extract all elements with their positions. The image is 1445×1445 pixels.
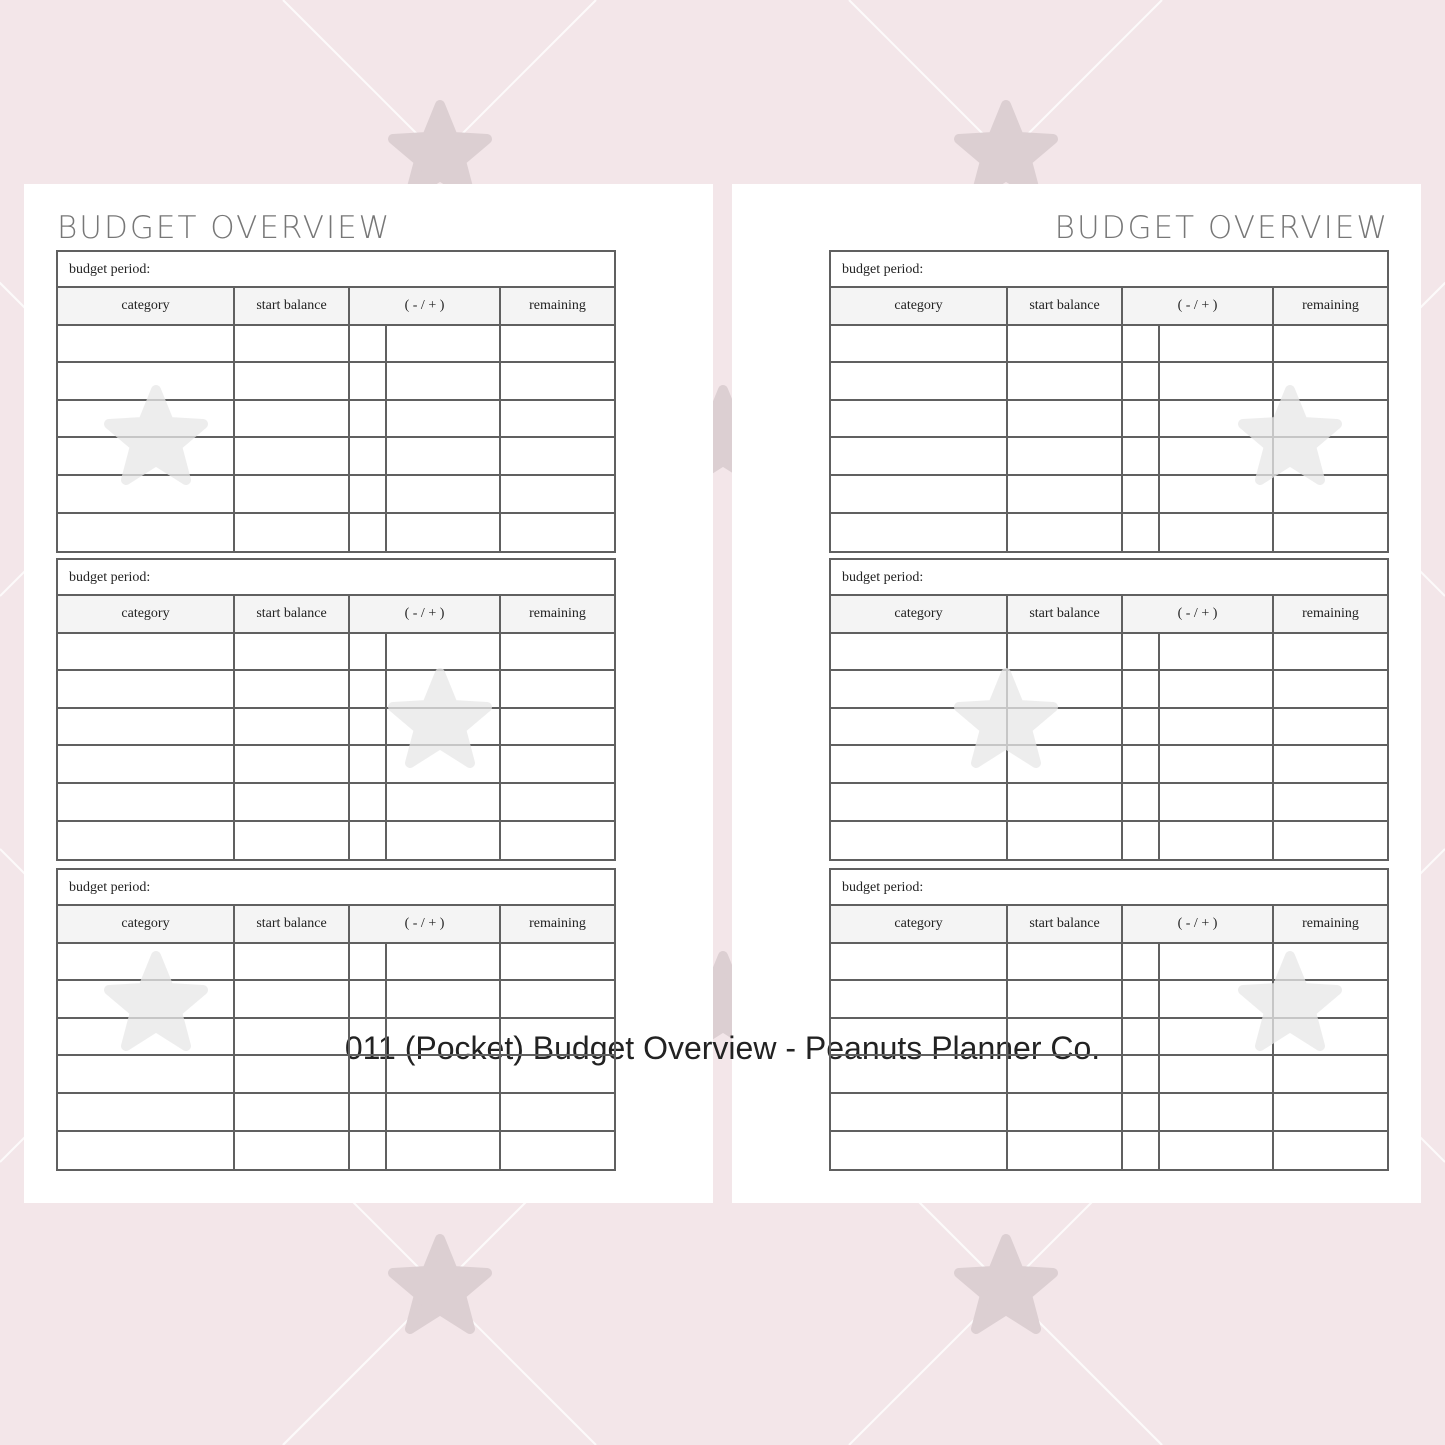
cell-sign: [350, 438, 387, 474]
cell-sign: [350, 822, 387, 860]
table-header: [831, 288, 1387, 326]
cell-remaining: [501, 1019, 614, 1055]
table-row: [58, 1094, 614, 1132]
header-remaining: remaining: [1302, 606, 1359, 621]
budget-period-field: budget period:: [831, 560, 1387, 596]
cell-amount: [1160, 1132, 1274, 1170]
cell-sign: [1123, 944, 1160, 980]
cell-start-balance: [235, 746, 350, 782]
cell-category: [58, 1132, 235, 1170]
cell-remaining: [501, 438, 614, 474]
cell-category: [58, 709, 235, 745]
cell-sign: [350, 476, 387, 512]
cell-sign: [1123, 326, 1160, 362]
table-row: [831, 634, 1387, 672]
cell-start-balance: [1008, 363, 1123, 399]
cell-remaining: [501, 746, 614, 782]
star-icon: [101, 382, 211, 492]
cell-remaining: [1274, 746, 1387, 782]
header-remaining: remaining: [529, 916, 586, 931]
cell-start-balance: [235, 363, 350, 399]
cell-sign: [350, 1019, 387, 1055]
star-icon: [385, 1231, 495, 1341]
cell-start-balance: [235, 401, 350, 437]
cell-remaining: [501, 514, 614, 552]
cell-start-balance: [235, 1056, 350, 1092]
header-category: category: [831, 596, 1008, 632]
star-icon: [1235, 382, 1345, 492]
cell-start-balance: [235, 822, 350, 860]
header-change: ( - / + ): [350, 288, 501, 324]
cell-remaining: [1274, 326, 1387, 362]
header-change: ( - / + ): [1123, 596, 1274, 632]
star-icon: [101, 948, 211, 1058]
cell-sign: [1123, 822, 1160, 860]
cell-category: [831, 363, 1008, 399]
cell-sign: [1123, 363, 1160, 399]
cell-remaining: [501, 1094, 614, 1130]
header-category: category: [58, 288, 235, 324]
cell-start-balance: [235, 784, 350, 820]
header-category: category: [831, 288, 1008, 324]
cell-amount: [1160, 746, 1274, 782]
header-category: category: [831, 906, 1008, 942]
cell-category: [831, 514, 1008, 552]
table-row: [58, 514, 614, 552]
cell-start-balance: [235, 709, 350, 745]
cell-category: [58, 1056, 235, 1092]
cell-sign: [350, 1132, 387, 1170]
header-start-balance: start balance: [1008, 906, 1123, 942]
cell-category: [831, 1056, 1008, 1092]
cell-amount: [387, 514, 501, 552]
header-remaining: remaining: [1302, 298, 1359, 313]
cell-category: [831, 944, 1008, 980]
cell-amount: [387, 438, 501, 474]
star-icon: [951, 1231, 1061, 1341]
cell-sign: [1123, 784, 1160, 820]
table-row: [831, 514, 1387, 552]
cell-remaining: [501, 1132, 614, 1170]
table-row: [58, 671, 614, 709]
cell-start-balance: [1008, 326, 1123, 362]
star-icon: [385, 665, 495, 775]
cell-remaining: [501, 709, 614, 745]
cell-start-balance: [235, 671, 350, 707]
cell-sign: [1123, 1132, 1160, 1170]
cell-sign: [350, 944, 387, 980]
cell-remaining: [1274, 514, 1387, 552]
cell-start-balance: [1008, 822, 1123, 860]
cell-start-balance: [1008, 476, 1123, 512]
cell-amount: [387, 944, 501, 980]
table-row: [58, 326, 614, 364]
table-row: [58, 746, 614, 784]
cell-remaining: [501, 401, 614, 437]
cell-sign: [1123, 981, 1160, 1017]
cell-category: [58, 671, 235, 707]
header-start-balance: start balance: [235, 288, 350, 324]
table-row: [831, 784, 1387, 822]
cell-start-balance: [1008, 401, 1123, 437]
page-title: BUDGET OVERVIEW: [1054, 210, 1389, 246]
cell-start-balance: [235, 514, 350, 552]
cell-sign: [1123, 634, 1160, 670]
cell-category: [831, 822, 1008, 860]
budget-period-field: budget period:: [58, 870, 614, 906]
table-header: [58, 288, 614, 326]
cell-start-balance: [1008, 1132, 1123, 1170]
cell-sign: [350, 1056, 387, 1092]
cell-remaining: [501, 822, 614, 860]
table-row: [831, 1056, 1387, 1094]
cell-amount: [1160, 1094, 1274, 1130]
cell-start-balance: [1008, 1094, 1123, 1130]
cell-amount: [1160, 326, 1274, 362]
cell-category: [831, 476, 1008, 512]
header-start-balance: start balance: [1008, 596, 1123, 632]
cell-remaining: [501, 944, 614, 980]
header-remaining: remaining: [1302, 916, 1359, 931]
budget-period-field: budget period:: [831, 252, 1387, 288]
product-caption: 011 (Pocket) Budget Overview - Peanuts Planner Co.: [344, 1030, 1101, 1066]
header-start-balance: start balance: [235, 906, 350, 942]
header-start-balance: start balance: [235, 596, 350, 632]
cell-sign: [350, 514, 387, 552]
cell-remaining: [1274, 634, 1387, 670]
cell-start-balance: [235, 981, 350, 1017]
cell-remaining: [1274, 671, 1387, 707]
header-remaining: remaining: [529, 606, 586, 621]
cell-category: [831, 438, 1008, 474]
table-row: [58, 784, 614, 822]
cell-start-balance: [1008, 514, 1123, 552]
cell-amount: [387, 981, 501, 1017]
cell-sign: [1123, 746, 1160, 782]
cell-category: [831, 784, 1008, 820]
cell-category: [58, 514, 235, 552]
cell-sign: [350, 981, 387, 1017]
header-category: category: [58, 906, 235, 942]
header-change: ( - / + ): [350, 906, 501, 942]
cell-remaining: [501, 476, 614, 512]
cell-remaining: [1274, 709, 1387, 745]
table-row: [58, 709, 614, 747]
cell-start-balance: [1008, 981, 1123, 1017]
header-change: ( - / + ): [1123, 288, 1274, 324]
cell-sign: [350, 401, 387, 437]
cell-start-balance: [235, 1132, 350, 1170]
table-row: [58, 822, 614, 860]
table-header: [58, 596, 614, 634]
cell-sign: [350, 746, 387, 782]
cell-category: [831, 1094, 1008, 1130]
budget-period-field: budget period:: [58, 252, 614, 288]
cell-sign: [350, 709, 387, 745]
table-header: [58, 906, 614, 944]
cell-category: [58, 746, 235, 782]
cell-amount: [387, 784, 501, 820]
budget-block: [56, 558, 616, 861]
cell-remaining: [1274, 1056, 1387, 1092]
cell-amount: [1160, 1056, 1274, 1092]
cell-amount: [1160, 671, 1274, 707]
cell-sign: [350, 326, 387, 362]
cell-sign: [1123, 1094, 1160, 1130]
table-row: [831, 326, 1387, 364]
cell-category: [58, 822, 235, 860]
cell-remaining: [1274, 822, 1387, 860]
cell-sign: [1123, 1019, 1160, 1055]
cell-start-balance: [1008, 1019, 1123, 1055]
cell-category: [831, 1132, 1008, 1170]
budget-period-field: budget period:: [58, 560, 614, 596]
cell-sign: [350, 634, 387, 670]
cell-sign: [1123, 709, 1160, 745]
cell-sign: [350, 671, 387, 707]
table-row: [831, 746, 1387, 784]
header-change: ( - / + ): [1123, 906, 1274, 942]
cell-start-balance: [235, 1019, 350, 1055]
star-icon: [1235, 948, 1345, 1058]
cell-sign: [1123, 1056, 1160, 1092]
cell-amount: [1160, 709, 1274, 745]
table-row: [831, 671, 1387, 709]
cell-sign: [350, 363, 387, 399]
cell-amount: [387, 1094, 501, 1130]
cell-category: [58, 634, 235, 670]
cell-remaining: [1274, 1094, 1387, 1130]
star-icon: [951, 665, 1061, 775]
cell-amount: [387, 1056, 501, 1092]
cell-start-balance: [235, 438, 350, 474]
cell-amount: [387, 1019, 501, 1055]
cell-sign: [1123, 514, 1160, 552]
table-row: [831, 709, 1387, 747]
table-row: [58, 1132, 614, 1170]
cell-sign: [350, 784, 387, 820]
header-remaining: remaining: [529, 298, 586, 313]
table-row: [831, 822, 1387, 860]
cell-remaining: [501, 634, 614, 670]
cell-start-balance: [1008, 438, 1123, 474]
cell-amount: [387, 326, 501, 362]
cell-amount: [387, 1132, 501, 1170]
cell-amount: [1160, 634, 1274, 670]
cell-sign: [1123, 671, 1160, 707]
table-row: [831, 1094, 1387, 1132]
header-category: category: [58, 596, 235, 632]
cell-sign: [1123, 476, 1160, 512]
cell-remaining: [501, 1056, 614, 1092]
cell-remaining: [501, 784, 614, 820]
cell-remaining: [1274, 784, 1387, 820]
cell-category: [831, 401, 1008, 437]
cell-remaining: [501, 326, 614, 362]
cell-sign: [350, 1094, 387, 1130]
cell-remaining: [1274, 1132, 1387, 1170]
table-row: [58, 1056, 614, 1094]
cell-amount: [1160, 784, 1274, 820]
budget-block: [829, 558, 1389, 861]
cell-start-balance: [235, 326, 350, 362]
cell-start-balance: [1008, 944, 1123, 980]
cell-start-balance: [235, 944, 350, 980]
cell-amount: [387, 363, 501, 399]
cell-start-balance: [235, 634, 350, 670]
cell-amount: [1160, 822, 1274, 860]
cell-amount: [387, 476, 501, 512]
cell-category: [831, 981, 1008, 1017]
cell-category: [58, 784, 235, 820]
header-start-balance: start balance: [1008, 288, 1123, 324]
cell-sign: [1123, 401, 1160, 437]
header-change: ( - / + ): [350, 596, 501, 632]
cell-amount: [387, 822, 501, 860]
cell-amount: [387, 401, 501, 437]
cell-start-balance: [235, 1094, 350, 1130]
table-row: [831, 1132, 1387, 1170]
table-header: [831, 596, 1387, 634]
cell-category: [831, 326, 1008, 362]
page-title: BUDGET OVERVIEW: [57, 210, 392, 246]
table-header: [831, 906, 1387, 944]
cell-category: [831, 1019, 1008, 1055]
cell-start-balance: [235, 476, 350, 512]
cell-category: [831, 634, 1008, 670]
cell-start-balance: [1008, 1056, 1123, 1092]
cell-amount: [1160, 514, 1274, 552]
cell-sign: [1123, 438, 1160, 474]
cell-category: [58, 326, 235, 362]
cell-remaining: [501, 363, 614, 399]
cell-start-balance: [1008, 634, 1123, 670]
cell-category: [58, 1094, 235, 1130]
cell-remaining: [501, 981, 614, 1017]
budget-period-field: budget period:: [831, 870, 1387, 906]
cell-amount: [387, 634, 501, 670]
cell-start-balance: [1008, 784, 1123, 820]
cell-remaining: [501, 671, 614, 707]
table-row: [58, 634, 614, 672]
